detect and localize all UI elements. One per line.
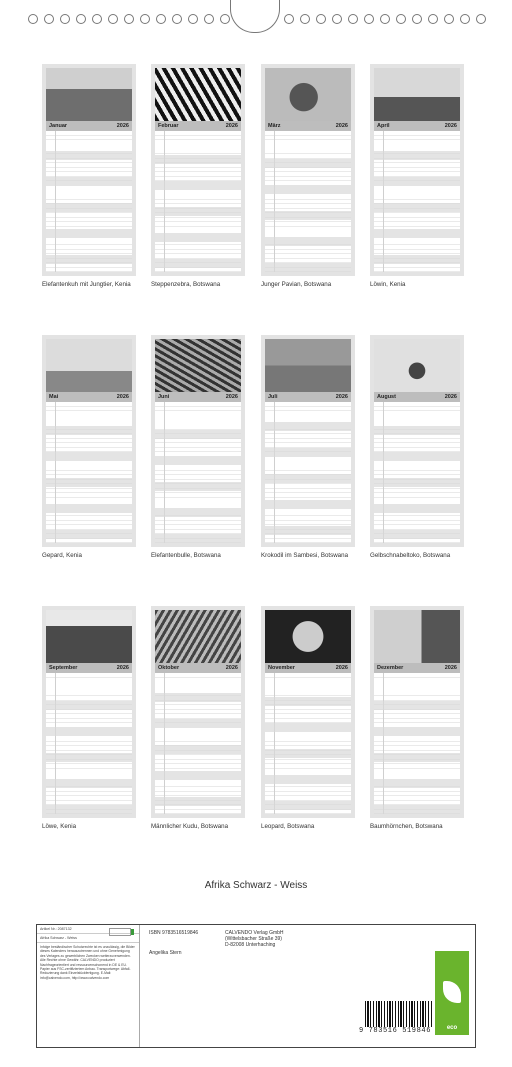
month-name: Januar: [49, 123, 68, 129]
weekend-band: [265, 448, 351, 457]
month-year: 2026: [335, 665, 348, 671]
weekend-band: [155, 233, 241, 242]
weekend-band: [374, 203, 460, 212]
weekend-band: [155, 508, 241, 517]
month-name: Oktober: [158, 665, 180, 671]
month-photo: [374, 610, 460, 663]
month-photo: [374, 68, 460, 121]
month-header: [374, 392, 460, 402]
binding-hole-icon: [204, 14, 214, 24]
month-photo: [374, 339, 460, 392]
weekend-band: [155, 482, 241, 491]
binding-hole-icon: [316, 14, 326, 24]
weekend-band: [155, 456, 241, 465]
month-name: August: [377, 394, 396, 400]
day-grid: [374, 402, 460, 543]
month-panel-10: [151, 606, 245, 818]
day-grid: [155, 673, 241, 814]
binding-hole-icon: [172, 14, 182, 24]
day-grid: [265, 402, 351, 543]
month-name: Juni: [158, 394, 170, 400]
binding-hole-icon: [412, 14, 422, 24]
month-name: April: [377, 123, 390, 129]
month-header: [265, 663, 351, 673]
binding-hole-icon: [92, 14, 102, 24]
day-grid: [265, 131, 351, 272]
weekend-band: [265, 500, 351, 509]
weekend-band: [374, 229, 460, 238]
eco-label: eco: [446, 1025, 458, 1031]
binding-hole-icon: [44, 14, 54, 24]
weekend-band: [374, 530, 460, 539]
publisher-line-1: CALVENDO Verlag GmbH: [225, 930, 284, 936]
binding-hole-icon: [380, 14, 390, 24]
month-name: Februar: [158, 123, 179, 129]
weekend-band: [265, 723, 351, 732]
month-photo: [46, 610, 132, 663]
month-caption: Elefantenkuh mit Jungtier, Kenia: [42, 281, 131, 288]
weekend-band: [265, 237, 351, 246]
weekend-band: [374, 426, 460, 435]
month-photo: [155, 610, 241, 663]
weekend-band: [46, 701, 132, 710]
barcode: [359, 1001, 437, 1035]
month-caption: Löwin, Kenia: [370, 281, 406, 288]
day-grid: [374, 673, 460, 814]
weekend-band: [265, 775, 351, 784]
weekend-band: [265, 211, 351, 220]
weekend-band: [155, 207, 241, 216]
binding-hole-icon: [156, 14, 166, 24]
month-panel-5: [42, 335, 136, 547]
month-year: 2026: [225, 665, 238, 671]
binding-hole-icon: [476, 14, 486, 24]
weekend-band: [374, 177, 460, 186]
weekend-band: [46, 452, 132, 461]
month-header: [155, 392, 241, 402]
publisher-line-3: D-82008 Unterhaching: [225, 942, 276, 948]
month-caption: Löwe, Kenia: [42, 823, 77, 830]
weekend-band: [46, 426, 132, 435]
month-panel-6: [151, 335, 245, 547]
month-header: [155, 663, 241, 673]
binding-hole-icon: [124, 14, 134, 24]
isbn-text: ISBN 9783516519846: [149, 930, 199, 936]
weekend-band: [155, 693, 241, 702]
month-header: [374, 121, 460, 131]
weekend-band: [155, 155, 241, 164]
weekend-band: [155, 719, 241, 728]
month-year: 2026: [335, 123, 348, 129]
author-text: Angelika Stern: [149, 950, 182, 956]
month-photo: [155, 339, 241, 392]
month-panel-4: [370, 64, 464, 276]
weekend-band: [374, 701, 460, 710]
weekend-band: [155, 771, 241, 780]
weekend-band: [265, 159, 351, 168]
weekend-band: [155, 181, 241, 190]
weekend-band: [265, 185, 351, 194]
day-grid: [155, 402, 241, 543]
month-header: [46, 121, 132, 131]
month-caption: Elefantenbulle, Botswana: [151, 552, 221, 559]
month-name: November: [268, 665, 295, 671]
barcode-bars-icon: [365, 1001, 433, 1027]
weekend-band: [374, 753, 460, 762]
month-year: 2026: [116, 665, 129, 671]
weekend-band: [46, 530, 132, 539]
day-grid: [46, 673, 132, 814]
month-panel-3: [261, 64, 355, 276]
weekend-band: [155, 430, 241, 439]
weekend-band: [46, 203, 132, 212]
weekend-band: [46, 727, 132, 736]
binding-hole-icon: [332, 14, 342, 24]
weekend-band: [374, 727, 460, 736]
month-name: März: [268, 123, 281, 129]
binding-hole-icon: [76, 14, 86, 24]
month-photo: [155, 68, 241, 121]
binding-hole-icon: [348, 14, 358, 24]
day-grid: [46, 402, 132, 543]
month-header: [155, 121, 241, 131]
month-year: 2026: [225, 394, 238, 400]
weekend-band: [265, 749, 351, 758]
binding-hole-icon: [364, 14, 374, 24]
month-header: [46, 392, 132, 402]
month-photo: [265, 339, 351, 392]
binding-hole-icon: [300, 14, 310, 24]
weekend-band: [155, 797, 241, 806]
month-caption: Steppenzebra, Botswana: [151, 281, 221, 288]
month-caption: Gelbschnabeltoko, Botswana: [370, 552, 451, 559]
article-number: Artikel Nr.: 2087132: [37, 925, 139, 934]
month-panel-1: [42, 64, 136, 276]
month-name: Dezember: [377, 665, 404, 671]
month-year: 2026: [116, 123, 129, 129]
day-grid: [46, 131, 132, 272]
day-grid: [155, 131, 241, 272]
info-bar: [36, 924, 476, 1048]
weekend-band: [374, 805, 460, 814]
binding-hole-icon: [428, 14, 438, 24]
weekend-band: [265, 801, 351, 810]
weekend-band: [46, 779, 132, 788]
month-year: 2026: [444, 665, 457, 671]
weekend-band: [46, 805, 132, 814]
weekend-band: [46, 478, 132, 487]
binding-hole-icon: [108, 14, 118, 24]
month-panel-8: [370, 335, 464, 547]
leaf-icon: [443, 981, 461, 1003]
month-photo: [46, 339, 132, 392]
binding-hole-icon: [188, 14, 198, 24]
publisher-line-2: (Wittelsbacher Straße 39): [225, 936, 282, 942]
info-title-small: Afrika Schwarz - Weiss: [37, 934, 139, 943]
month-photo: [265, 68, 351, 121]
barcode-digits: 9 783516 519846: [359, 1027, 432, 1035]
binding-hole-icon: [60, 14, 70, 24]
weekend-band: [46, 177, 132, 186]
month-year: 2026: [116, 394, 129, 400]
month-panel-11: [261, 606, 355, 818]
month-panel-9: [42, 606, 136, 818]
weekend-band: [374, 255, 460, 264]
eco-badge: [435, 951, 469, 1035]
weekend-band: [46, 753, 132, 762]
month-panel-12: [370, 606, 464, 818]
weekend-band: [265, 263, 351, 272]
weekend-band: [155, 259, 241, 268]
month-year: 2026: [444, 394, 457, 400]
month-name: Juli: [268, 394, 278, 400]
binding-hole-icon: [396, 14, 406, 24]
weekend-band: [46, 151, 132, 160]
weekend-band: [46, 255, 132, 264]
day-grid: [265, 673, 351, 814]
binding-hole-icon: [28, 14, 38, 24]
weekend-band: [265, 526, 351, 535]
month-header: [46, 663, 132, 673]
binding-hole-icon: [284, 14, 294, 24]
month-caption: Baumhörnchen, Botswana: [370, 823, 443, 830]
month-header: [374, 663, 460, 673]
month-header: [265, 121, 351, 131]
weekend-band: [374, 779, 460, 788]
calvendo-logo-icon: [109, 928, 131, 936]
month-name: September: [49, 665, 78, 671]
hanger-cutout: [230, 0, 280, 33]
month-panel-2: [151, 64, 245, 276]
binding-hole-icon: [460, 14, 470, 24]
weekend-band: [374, 452, 460, 461]
weekend-band: [374, 504, 460, 513]
weekend-band: [155, 534, 241, 543]
month-header: [265, 392, 351, 402]
weekend-band: [46, 229, 132, 238]
binding-hole-icon: [444, 14, 454, 24]
weekend-band: [265, 697, 351, 706]
month-year: 2026: [225, 123, 238, 129]
month-name: Mai: [49, 394, 59, 400]
month-year: 2026: [335, 394, 348, 400]
day-grid: [374, 131, 460, 272]
weekend-band: [374, 478, 460, 487]
month-year: 2026: [444, 123, 457, 129]
info-left-column: [37, 925, 140, 1047]
month-caption: Gepard, Kenia: [42, 552, 82, 559]
binding-hole-icon: [220, 14, 230, 24]
calendar-title: Afrika Schwarz - Weiss: [204, 880, 308, 891]
month-photo: [46, 68, 132, 121]
legal-text: Infolge beständischer Schutzrechte ist es unzulässig, die Bilder dieses Kalenders herauszutrennen und ohne Genehmigung des Verlages zu gewerblichen Zwecken weiterzuverwenden. Alle Rechte ohne Gewähr. CALVENDO produziert Nachfrageorientiert und ressourcenschonend in DE & EU. Papier aus FSC-zertifiziertem Anbau. Transportwege: Abfall-Reduzierung dank Einzelstückfertigung. E-Mail: info@calvendo.com, http://www.calvendo.com: [40, 945, 135, 980]
weekend-band: [265, 474, 351, 483]
month-caption: Junger Pavian, Botswana: [261, 281, 332, 288]
weekend-band: [155, 745, 241, 754]
month-caption: Männlicher Kudu, Botswana: [151, 823, 229, 830]
month-photo: [265, 610, 351, 663]
weekend-band: [374, 151, 460, 160]
weekend-band: [46, 504, 132, 513]
month-panel-7: [261, 335, 355, 547]
month-caption: Leopard, Botswana: [261, 823, 315, 830]
weekend-band: [265, 422, 351, 431]
binding-hole-icon: [140, 14, 150, 24]
month-caption: Krokodil im Sambesi, Botswana: [261, 552, 349, 559]
